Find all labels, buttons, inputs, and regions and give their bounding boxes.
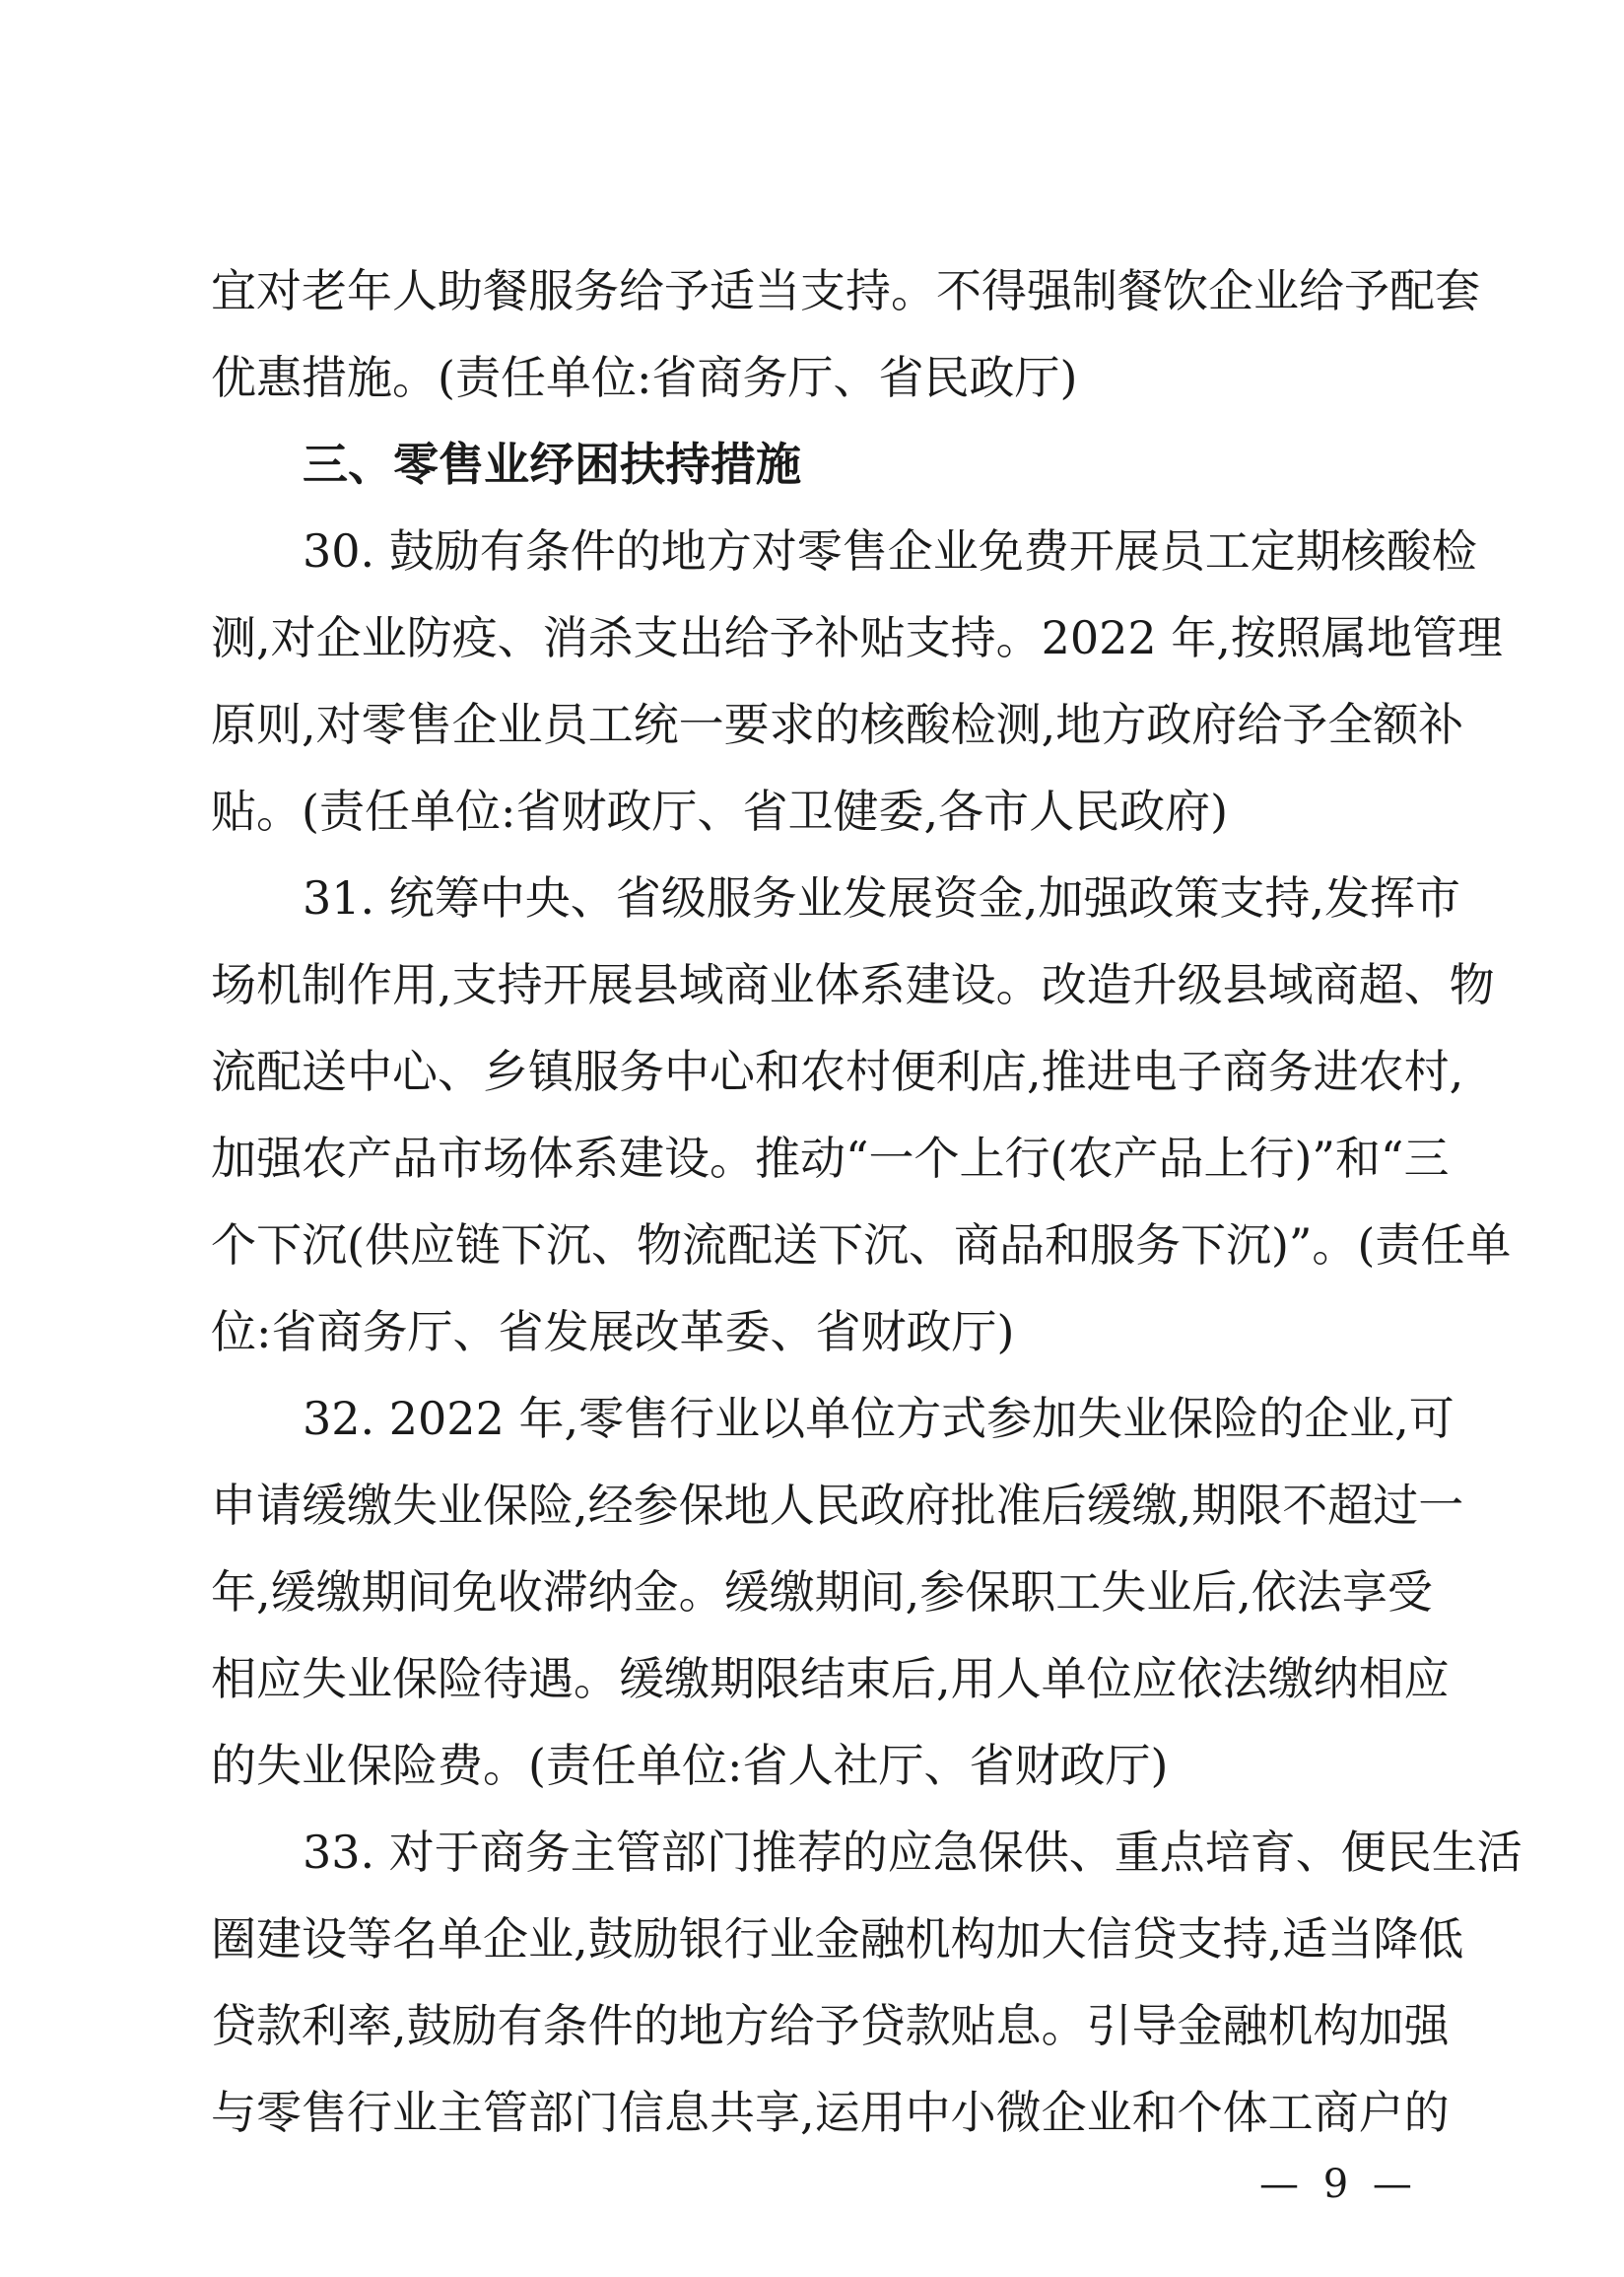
- paragraph-33-line-2: 圈建设等名单企业,鼓励银行业金融机构加大信贷支持,适当降低: [211, 1912, 1464, 1966]
- paragraph-32-line-4: 相应失业保险待遇。缓缴期限结束后,用人单位应依法缴纳相应: [211, 1652, 1450, 1705]
- paragraph-30-line-4: 贴。(责任单位:省财政厅、省卫健委,各市人民政府): [211, 785, 1229, 838]
- paragraph-31-line-1: 31. 统筹中央、省级服务业发展资金,加强政策支持,发挥市: [303, 871, 1461, 925]
- paragraph-33-line-4: 与零售行业主管部门信息共享,运用中小微企业和个体工商户的: [211, 2086, 1450, 2139]
- paragraph-31-line-4: 加强农产品市场体系建设。推动“一个上行(农产品上行)”和“三: [211, 1132, 1450, 1185]
- text-line-2: 优惠措施。(责任单位:省商务厅、省民政厅): [211, 351, 1078, 404]
- paragraph-33-line-3: 贷款利率,鼓励有条件的地方给予贷款贴息。引导金融机构加强: [211, 1999, 1450, 2052]
- paragraph-32-line-3: 年,缓缴期间免收滞纳金。缓缴期间,参保职工失业后,依法享受: [211, 1565, 1433, 1619]
- paragraph-30-line-1: 30. 鼓励有条件的地方对零售企业免费开展员工定期核酸检: [303, 524, 1477, 578]
- section-heading: 三、零售业纾困扶持措施: [303, 438, 801, 491]
- paragraph-31-line-5: 个下沉(供应链下沉、物流配送下沉、商品和服务下沉)”。(责任单: [211, 1218, 1512, 1272]
- paragraph-31-line-2: 场机制作用,支持开展县域商业体系建设。改造升级县域商超、物: [211, 958, 1495, 1011]
- paragraph-33-line-1: 33. 对于商务主管部门推荐的应急保供、重点培育、便民生活: [303, 1826, 1522, 1879]
- paragraph-32-line-2: 申请缓缴失业保险,经参保地人民政府批准后缓缴,期限不超过一: [211, 1479, 1464, 1532]
- paragraph-30-line-3: 原则,对零售企业员工统一要求的核酸检测,地方政府给予全额补: [211, 698, 1464, 751]
- paragraph-32-line-5: 的失业保险费。(责任单位:省人社厅、省财政厅): [211, 1739, 1169, 1792]
- page-number: — 9 —: [1259, 2162, 1418, 2207]
- text-line-1: 宜对老年人助餐服务给予适当支持。不得强制餐饮企业给予配套: [211, 264, 1480, 317]
- paragraph-31-line-3: 流配送中心、乡镇服务中心和农村便利店,推进电子商务进农村,: [211, 1045, 1464, 1098]
- paragraph-32-line-1: 32. 2022 年,零售行业以单位方式参加失业保险的企业,可: [303, 1392, 1455, 1445]
- paragraph-30-line-2: 测,对企业防疫、消杀支出给予补贴支持。2022 年,按照属地管理: [211, 611, 1503, 664]
- paragraph-31-line-6: 位:省商务厅、省发展改革委、省财政厅): [211, 1305, 1015, 1358]
